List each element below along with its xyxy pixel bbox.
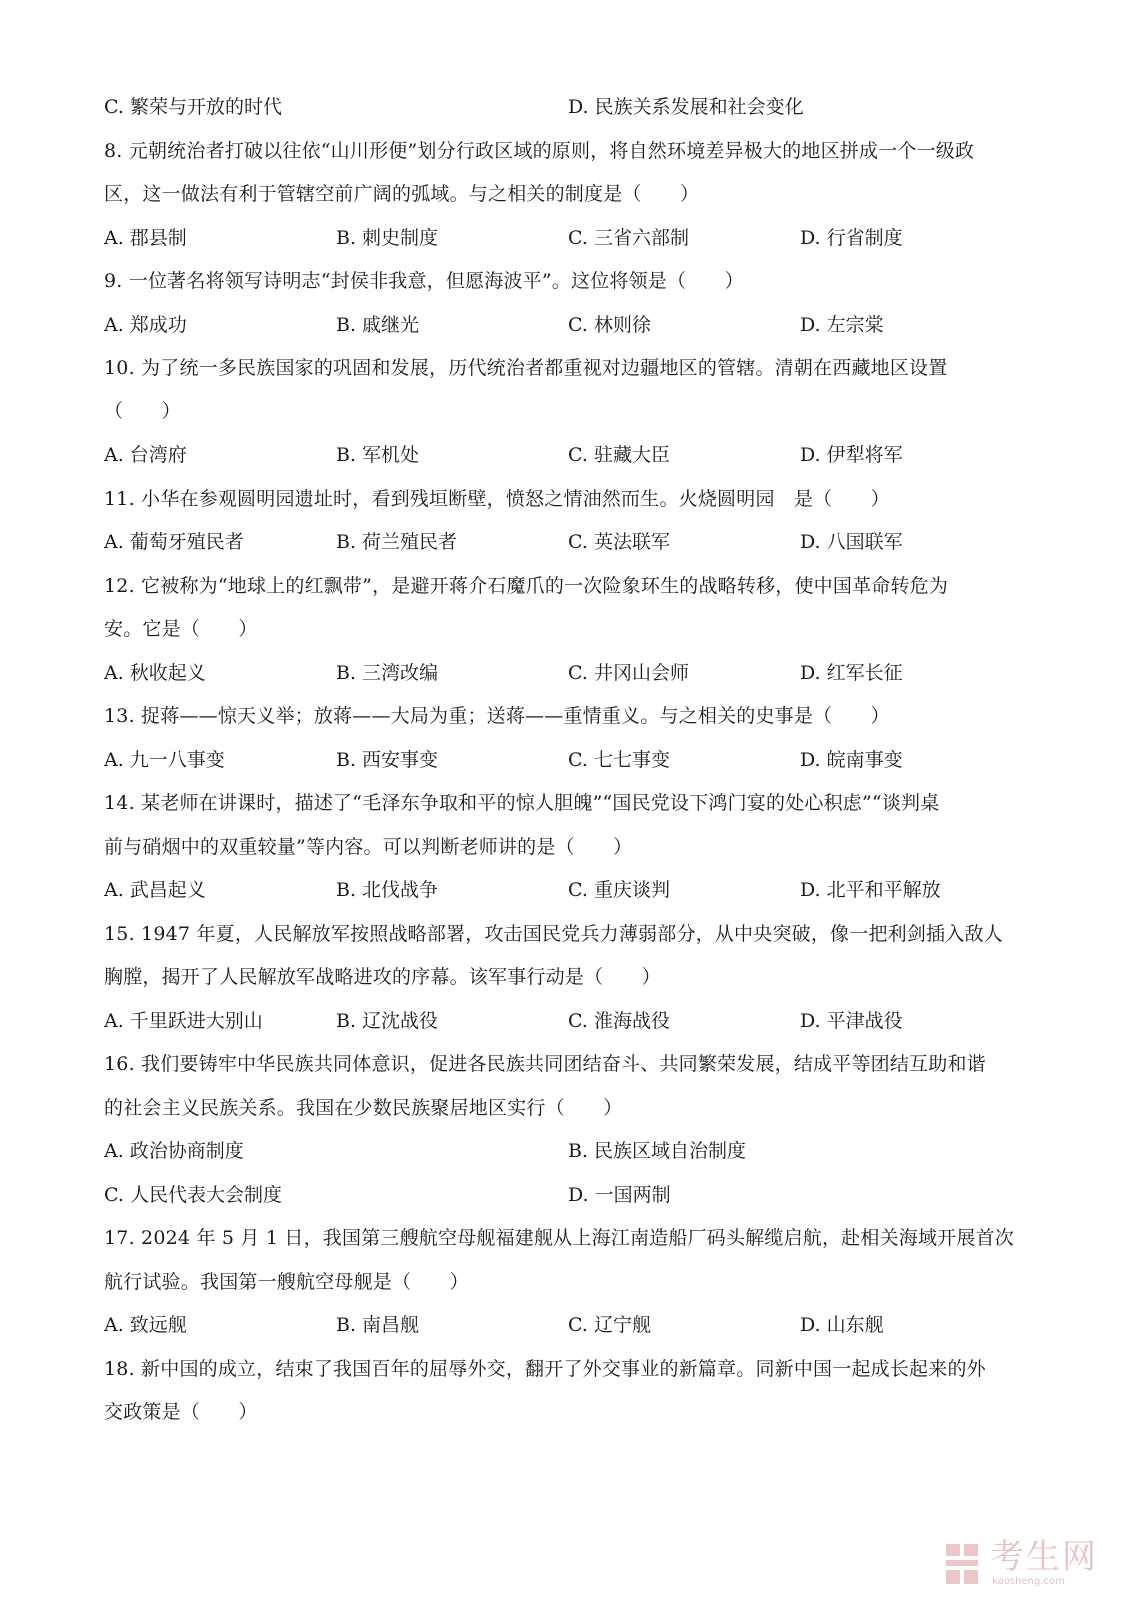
- question-16-line-2: 的社会主义民族关系。我国在少数民族聚居地区实行（ ）: [104, 1097, 623, 1119]
- question-15-line-2: 胸膛，揭开了人民解放军战略进攻的序幕。该军事行动是（ ）: [104, 966, 661, 988]
- question-13-line-1: 13. 捉蒋——惊天义举；放蒋——大局为重；送蒋——重情重义。与之相关的史事是（ ）: [104, 705, 890, 727]
- q12-option-d: D. 红军长征: [800, 662, 903, 684]
- q9-option-c: C. 林则徐: [568, 314, 651, 336]
- q10-option-b: B. 军机处: [336, 444, 420, 466]
- question-16-line-1: 16. 我们要铸牢中华民族共同体意识，促进各民族共同团结奋斗、共同繁荣发展，结成平等团结互助和谐: [104, 1053, 986, 1075]
- question-10-line-2: （ ）: [104, 400, 181, 422]
- q17-option-b: B. 南昌舰: [336, 1314, 420, 1336]
- q15-option-a: A. 千里跃进大别山: [104, 1010, 263, 1032]
- question-9-line-1: 9. 一位著名将领写诗明志“封侯非我意，但愿海波平”。这位将领是（ ）: [104, 270, 744, 292]
- option-c-prev: C. 繁荣与开放的时代: [104, 96, 282, 118]
- q12-option-a: A. 秋收起义: [104, 662, 206, 684]
- q14-option-b: B. 北伐战争: [336, 879, 439, 901]
- q11-option-b: B. 荷兰殖民者: [336, 531, 458, 553]
- question-17-line-1: 17. 2024 年 5 月 1 日，我国第三艘航空母舰福建舰从上海江南造船厂码头解缆启航，赴相关海域开展首次: [104, 1227, 1014, 1249]
- watermark-text: 考生网: [990, 1537, 1098, 1577]
- question-12-line-1: 12. 它被称为“地球上的红飘带”，是避开蒋介石魔爪的一次险象环生的战略转移，使中国革命转危为: [104, 575, 949, 597]
- q8-option-a: A. 郡县制: [104, 227, 187, 249]
- q11-option-c: C. 英法联军: [568, 531, 670, 553]
- question-14-line-1: 14. 某老师在讲课时，描述了“毛泽东争取和平的惊人胆魄”“国民党设下鸿门宴的处心积虑”“谈判桌: [104, 792, 940, 814]
- question-18-line-2: 交政策是（ ）: [104, 1401, 258, 1423]
- q8-option-b: B. 刺史制度: [336, 227, 439, 249]
- q9-option-a: A. 郑成功: [104, 314, 187, 336]
- q13-option-d: D. 皖南事变: [800, 749, 903, 771]
- q17-option-a: A. 致远舰: [104, 1314, 187, 1336]
- q12-option-b: B. 三湾改编: [336, 662, 439, 684]
- q15-option-b: B. 辽沈战役: [336, 1010, 439, 1032]
- watermark-logo-icon: [944, 1542, 984, 1586]
- q13-option-b: B. 西安事变: [336, 749, 439, 771]
- q8-option-c: C. 三省六部制: [568, 227, 689, 249]
- q10-option-a: A. 台湾府: [104, 444, 187, 466]
- q11-option-a: A. 葡萄牙殖民者: [104, 531, 244, 553]
- watermark-url: kaosheng.com: [992, 1576, 1065, 1587]
- q16-option-b: B. 民族区域自治制度: [568, 1140, 747, 1162]
- question-17-line-2: 航行试验。我国第一艘航空母舰是（ ）: [104, 1271, 469, 1293]
- q13-option-c: C. 七七事变: [568, 749, 670, 771]
- q8-option-d: D. 行省制度: [800, 227, 903, 249]
- watermark: [944, 1538, 1114, 1594]
- q12-option-c: C. 井冈山会师: [568, 662, 689, 684]
- q14-option-d: D. 北平和平解放: [800, 879, 941, 901]
- q16-option-a: A. 政治协商制度: [104, 1140, 244, 1162]
- q15-option-c: C. 淮海战役: [568, 1010, 670, 1032]
- q9-option-d: D. 左宗棠: [800, 314, 884, 336]
- question-10-line-1: 10. 为了统一多民族国家的巩固和发展，历代统治者都重视对边疆地区的管辖。清朝在西藏地区设置: [104, 357, 948, 379]
- question-8-line-2: 区，这一做法有利于管辖空前广阔的弧域。与之相关的制度是（ ）: [104, 183, 700, 205]
- q15-option-d: D. 平津战役: [800, 1010, 903, 1032]
- option-d-prev: D. 民族关系发展和社会变化: [568, 96, 804, 118]
- question-18-line-1: 18. 新中国的成立，结束了我国百年的屈辱外交，翻开了外交事业的新篇章。同新中国一起成长起来的外: [104, 1358, 986, 1380]
- question-11-line-1: 11. 小华在参观圆明园遗址时，看到残垣断壁，愤怒之情油然而生。火烧圆明园 是（ ）: [104, 488, 890, 510]
- q14-option-c: C. 重庆谈判: [568, 879, 670, 901]
- question-14-line-2: 前与硝烟中的双重较量”等内容。可以判断老师讲的是（ ）: [104, 836, 633, 858]
- q16-option-c: C. 人民代表大会制度: [104, 1184, 282, 1206]
- q11-option-d: D. 八国联军: [800, 531, 903, 553]
- question-8-line-1: 8. 元朝统治者打破以往依“山川形便”划分行政区域的原则，将自然环境差异极大的地区拼成一个一级政: [104, 140, 975, 162]
- q16-option-d: D. 一国两制: [568, 1184, 671, 1206]
- question-15-line-1: 15. 1947 年夏，人民解放军按照战略部署，攻击国民党兵力薄弱部分，从中央突破，像一把利剑插入敌人: [104, 923, 1003, 945]
- q10-option-c: C. 驻藏大臣: [568, 444, 670, 466]
- q14-option-a: A. 武昌起义: [104, 879, 206, 901]
- question-12-line-2: 安。它是（ ）: [104, 618, 258, 640]
- q17-option-d: D. 山东舰: [800, 1314, 884, 1336]
- q17-option-c: C. 辽宁舰: [568, 1314, 651, 1336]
- q10-option-d: D. 伊犁将军: [800, 444, 903, 466]
- q9-option-b: B. 戚继光: [336, 314, 420, 336]
- q13-option-a: A. 九一八事变: [104, 749, 225, 771]
